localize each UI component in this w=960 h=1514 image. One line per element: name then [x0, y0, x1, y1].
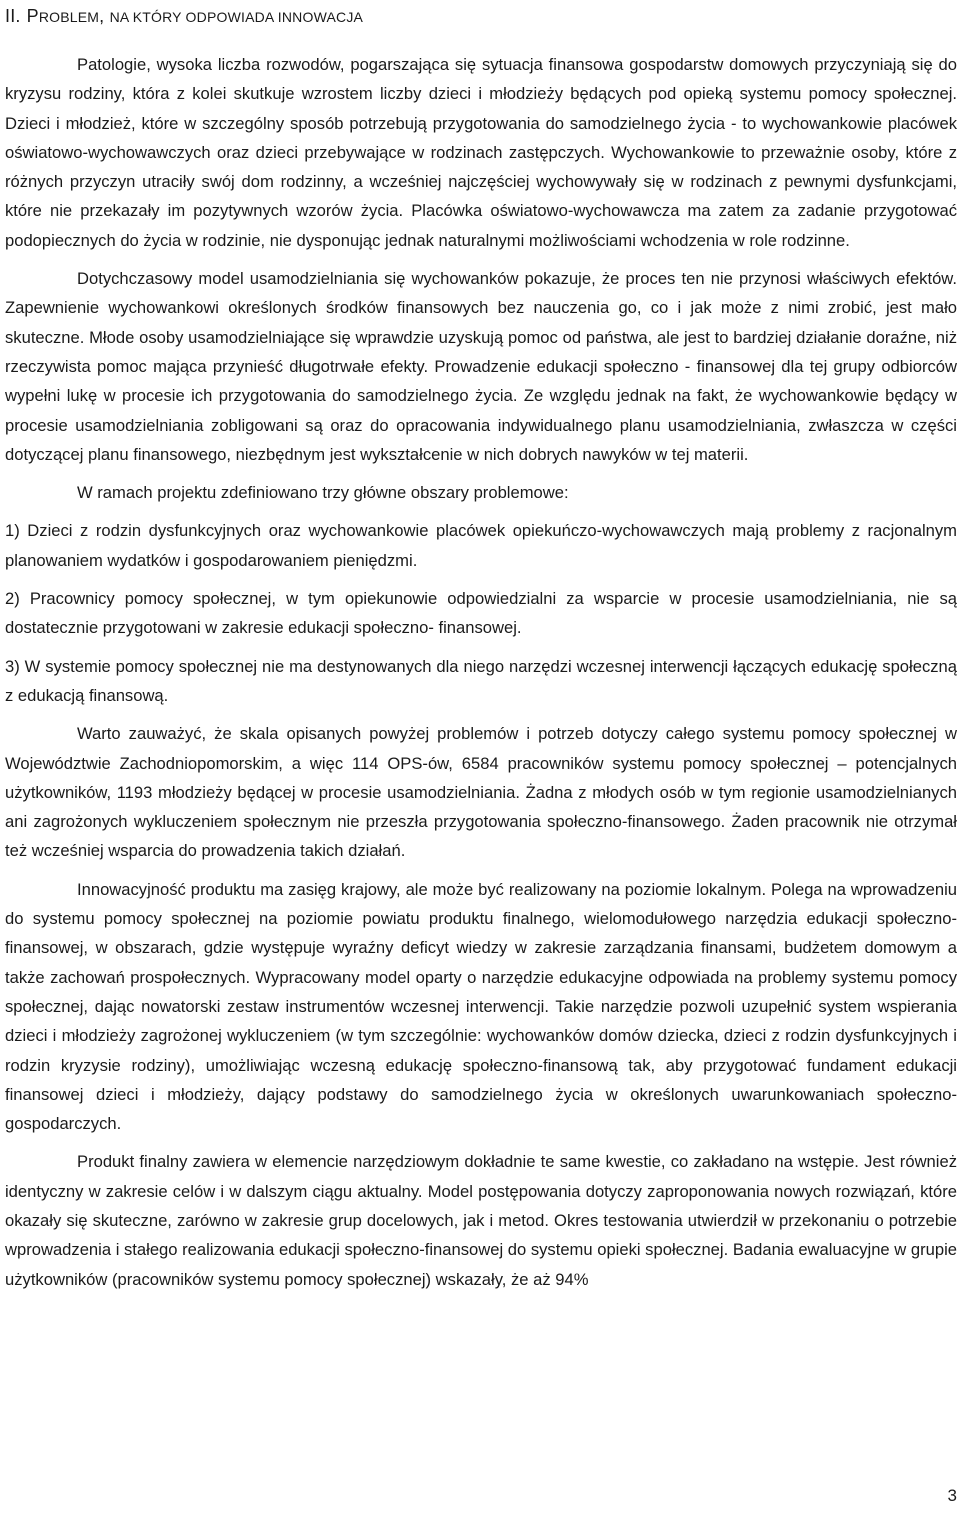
section-heading — [5, 4, 957, 29]
section-title-part: ROBLEM — [38, 9, 100, 25]
document-body — [5, 50, 957, 1303]
section-number: II. — [5, 6, 21, 26]
list-item: 3) W systemie pomocy społecznej nie ma destynowanych dla niego narzędzi wczesnej interwencji łączących edukację społeczną z edukacją finansową. — [5, 656, 957, 705]
paragraph: Dotychczasowy model usamodzielniania się wychowanków pokazuje, że proces ten nie przynosi właściwych efektów. Zapewnienie wychowankowi określonych środków finansowych bez nauczenia go, co i jak może z nimi zrobić, jest mało skuteczne. Młode osoby usamodzielniające się wprawdzie uzyskują pomoc od państwa, ale jest to bardziej działanie doraźne, niż rzeczywista pomoc mająca przynieść długotrwałe efekty. Prowadzenie edukacji społeczno - finansowej dla tej grupy odbiorców wypełni lukę w procesie ich przygotowania do samodzielnego życia. Ze względu jednak na fakt, że wychowankowie będący w procesie usamodzielniania zobligowani są oraz do opracowania indywidualnego planu usamodzielniania, zwłaszcza w części dotyczącej planu finansowego, niezbędnym jest wykształcenie w nich dobrych nawyków w tej materii. — [5, 269, 957, 464]
list-item: 1) Dzieci z rodzin dysfunkcyjnych oraz wychowankowie placówek opiekuńczo-wychowawczych mają problemy z racjonalnym planowaniem wydatków i gospodarowaniem pieniędzmi. — [5, 521, 957, 570]
paragraph: W ramach projektu zdefiniowano trzy główne obszary problemowe: — [77, 483, 569, 503]
list-item: 2) Pracownicy pomocy społecznej, w tym opiekunowie odpowiedzialni za wsparcie w procesie usamodzielniania, nie są dostatecznie przygotowani w zakresie edukacji społeczno- finansowej. — [5, 589, 957, 638]
page-number: 3 — [947, 1486, 957, 1505]
section-title-separator: , — [99, 6, 110, 26]
paragraph: Patologie, wysoka liczba rozwodów, pogarszająca się sytuacja finansowa gospodarstw domowych przyczyniają się do kryzysu rodziny, która z kolei skutkuje wzrostem liczby dzieci i młodzieży będących pod opieką systemu pomocy społecznej. Dzieci i młodzież, które w szczególny sposób potrzebują przygotowania do samodzielnego życia - to wychowankowie placówek oświatowo-wychowawczych oraz dzieci przebywające w rodzinach zastępczych. Wychowankowie to przeważnie osoby, które z różnych przyczyn utraciły swój dom rodzinny, a wcześniej najczęściej wychowywały się w rodzinach z pewnymi dysfunkcjami, które nie przekazały im pozytywnych wzorów życia. Placówka oświatowo-wychowawcza ma zatem za zadanie przygotować podopiecznych do życia w rodzinie, nie dysponując jednak naturalnymi możliwościami wchodzenia w role rodzinne. — [5, 55, 957, 250]
paragraph: Warto zauważyć, że skala opisanych powyżej problemów i potrzeb dotyczy całego systemu pomocy społecznej w Województwie Zachodniopomorskim, a więc 114 OPS-ów, 6584 pracowników systemu pomocy społecznej – potencjalnych użytkowników, 1193 młodzieży będącej w procesie usamodzielniania. Żadna z młodych osób w tym regionie usamodzielnianych ani zagrożonych wykluczeniem społecznym nie przeszła przygotowania społeczno-finansowego. Żaden pracownik nie otrzymał też wcześniej wsparcia do prowadzenia takich działań. — [5, 724, 957, 861]
paragraph: Innowacyjność produktu ma zasięg krajowy, ale może być realizowany na poziomie lokalnym. Polega na wprowadzeniu do systemu pomocy społecznej na poziomie powiatu produktu finalnego, wielomodułowego narzędzia edukacji społeczno-finansowej, w obszarach, gdzie występuje wyraźny deficyt wiedzy w zakresie zarządzania finansami, budżetem domowym a także zachowań prospołecznych. Wypracowany model oparty o narzędzie edukacyjne odpowiada na problemy systemu pomocy społecznej, dając nowatorski zestaw instrumentów wczesnej interwencji. Takie narzędzie pozwoli uzupełnić system wspierania dzieci i młodzieży zagrożonej wykluczeniem (w tym szczególnie: wychowanków domów dziecka, dzieci z rodzin dysfunkcyjnych i rodzin kryzysie rodziny), umożliwiając wczesną edukację społeczno-finansową tak, aby przygotować fundament edukacji finansowej dzieci i młodzieży, dający podstawy do samodzielnego życia w określonych uwarunkowaniach społeczno-gospodarczych. — [5, 879, 957, 1134]
section-title-initial: P — [26, 6, 39, 26]
section-title-rest: NA KTÓRY ODPOWIADA INNOWACJA — [109, 9, 364, 25]
document-page — [5, 0, 957, 29]
paragraph: Produkt finalny zawiera w elemencie narzędziowym dokładnie te same kwestie, co zakładano na wstępie. Jest również identyczny w zakresie celów i w dalszym ciągu aktualny. Model postępowania dotyczy zaproponowania nowych rozwiązań, które okazały się skuteczne, zarówno w zakresie grup docelowych, jak i metod. Okres testowania utwierdził w przekonaniu o potrzebie wprowadzenia i stałego realizowania edukacji społeczno-finansowej do systemu opieki społecznej. Badania ewaluacyjne w grupie użytkowników (pracowników systemu pomocy społecznej) wskazały, że aż 94% — [5, 1152, 957, 1289]
